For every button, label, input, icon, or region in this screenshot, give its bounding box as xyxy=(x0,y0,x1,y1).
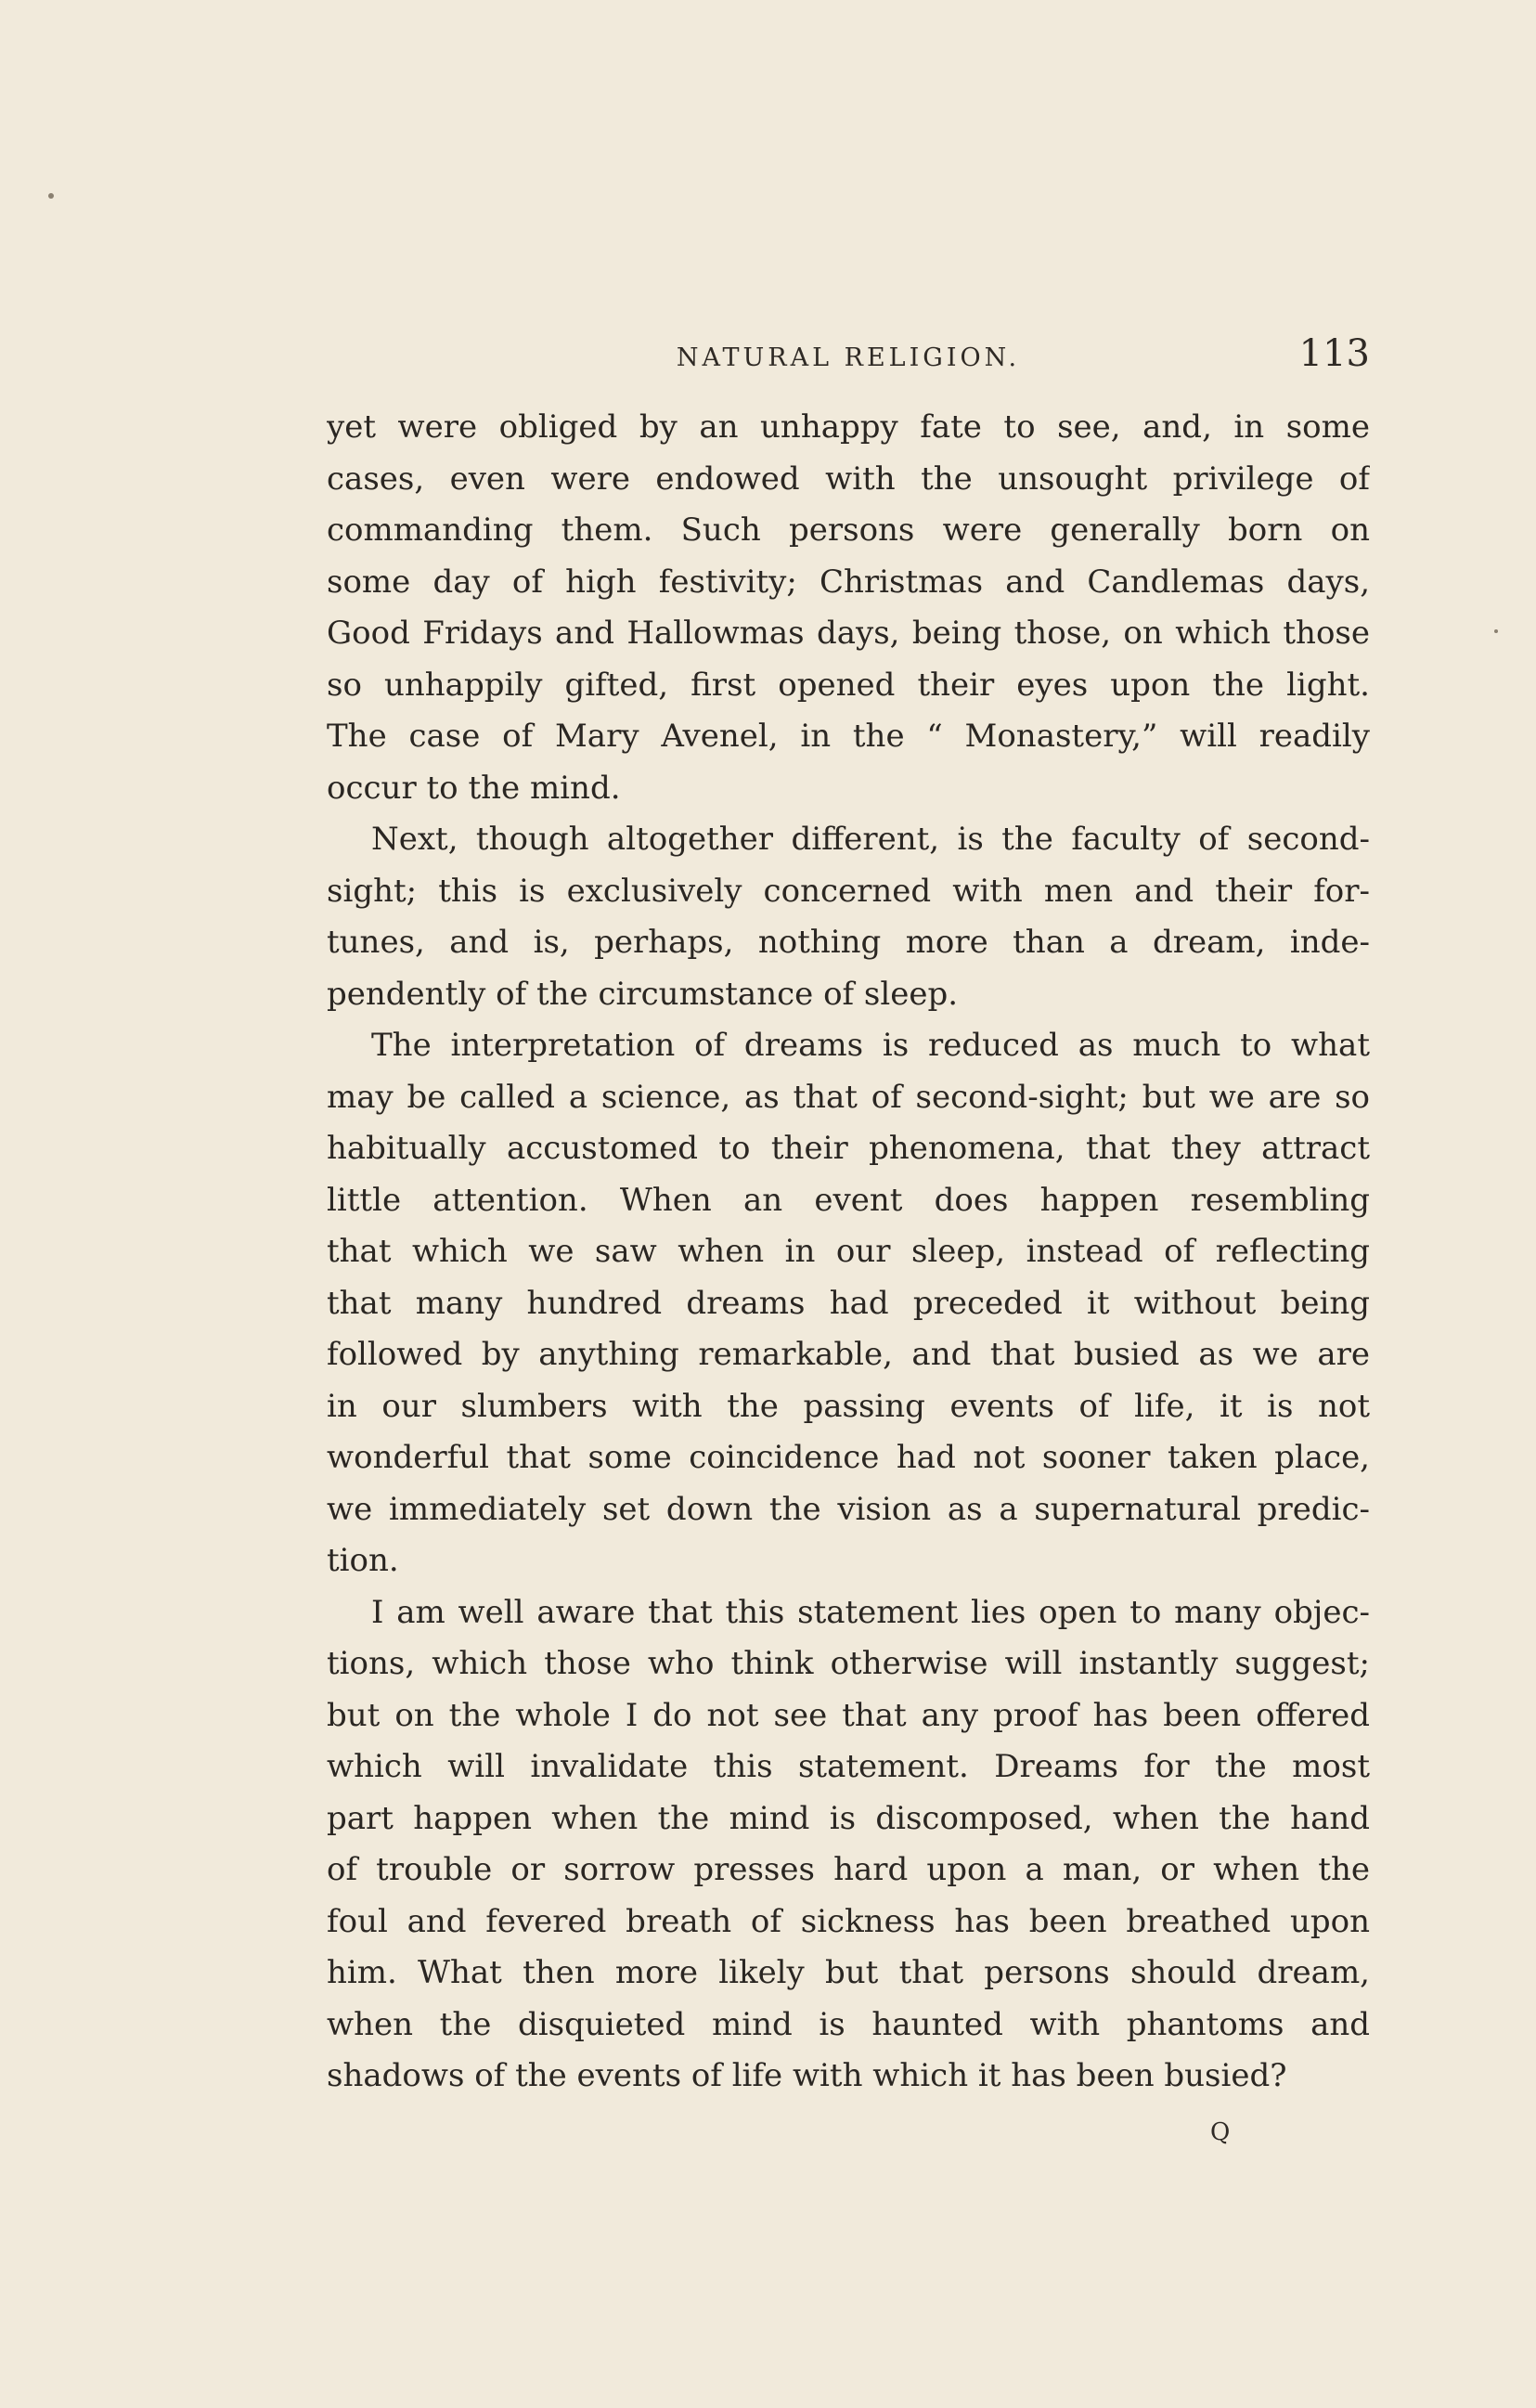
paragraph-first-line: Next, though altogether different, is the faculty of second- xyxy=(371,821,1370,858)
text-line: cases, even were endowed with the unsought privilege of xyxy=(327,460,1370,498)
running-title: NATURAL RELIGION. xyxy=(676,343,1021,372)
text-line: habitually accustomed to their phenomena, that they attract xyxy=(327,1130,1370,1167)
text-line: which will invalidate this statement. Dreams for the most xyxy=(327,1748,1370,1785)
paper-speck xyxy=(1494,629,1498,633)
paper-speck xyxy=(48,193,54,199)
text-line: shadows of the events of life with which it has been busied? xyxy=(327,2057,1287,2094)
text-line: yet were obliged by an unhappy fate to see, and, in some xyxy=(327,408,1370,446)
text-line: but on the whole I do not see that any proof has been offered xyxy=(327,1696,1370,1734)
text-line: when the disquieted mind is haunted with phantoms and xyxy=(327,2005,1370,2043)
text-line: sight; this is exclusively concerned with men and their for- xyxy=(327,872,1370,910)
text-line: tion. xyxy=(327,1542,399,1579)
text-line: that which we saw when in our sleep, instead of reflecting xyxy=(327,1233,1370,1270)
text-line: occur to the mind. xyxy=(327,769,621,807)
page-number: 113 xyxy=(1298,332,1370,375)
running-head xyxy=(327,332,1370,388)
text-line: wonderful that some coincidence had not sooner taken place, xyxy=(327,1439,1370,1476)
text-line: that many hundred dreams had preceded it without being xyxy=(327,1284,1370,1322)
text-line: we immediately set down the vision as a supernatural predic- xyxy=(327,1490,1370,1528)
text-line: part happen when the mind is discomposed, when the hand xyxy=(327,1799,1370,1837)
text-line: some day of high festivity; Christmas and Candlemas days, xyxy=(327,563,1370,601)
text-line: followed by anything remarkable, and that busied as we are xyxy=(327,1336,1370,1373)
text-line: so unhappily gifted, first opened their eyes upon the light. xyxy=(327,666,1370,704)
text-line: in our slumbers with the passing events of life, it is not xyxy=(327,1387,1370,1425)
text-line: tions, which those who think otherwise will instantly suggest; xyxy=(327,1645,1370,1682)
text-line: may be called a science, as that of second-sight; but we are so xyxy=(327,1078,1370,1116)
text-line: The case of Mary Avenel, in the “ Monastery,” will readily xyxy=(327,718,1370,755)
text-line: pendently of the circumstance of sleep. xyxy=(327,975,959,1013)
text-line: commanding them. Such persons were generally born on xyxy=(327,511,1370,549)
text-line: little attention. When an event does happen resembling xyxy=(327,1181,1370,1219)
text-line: foul and fevered breath of sickness has been breathed upon xyxy=(327,1902,1370,1940)
text-line: him. What then more likely but that persons should dream, xyxy=(327,1954,1370,1991)
text-line: tunes, and is, perhaps, nothing more than a dream, inde- xyxy=(327,924,1370,961)
paragraph-first-line: The interpretation of dreams is reduced as much to what xyxy=(371,1027,1370,1064)
body-text xyxy=(327,402,1370,2103)
text-line: of trouble or sorrow presses hard upon a man, or when the xyxy=(327,1851,1370,1888)
signature-mark: Q xyxy=(1210,2118,1231,2146)
paragraph-first-line: I am well aware that this statement lies open to many objec- xyxy=(371,1593,1370,1631)
text-line: Good Fridays and Hallowmas days, being those, on which those xyxy=(327,615,1370,652)
